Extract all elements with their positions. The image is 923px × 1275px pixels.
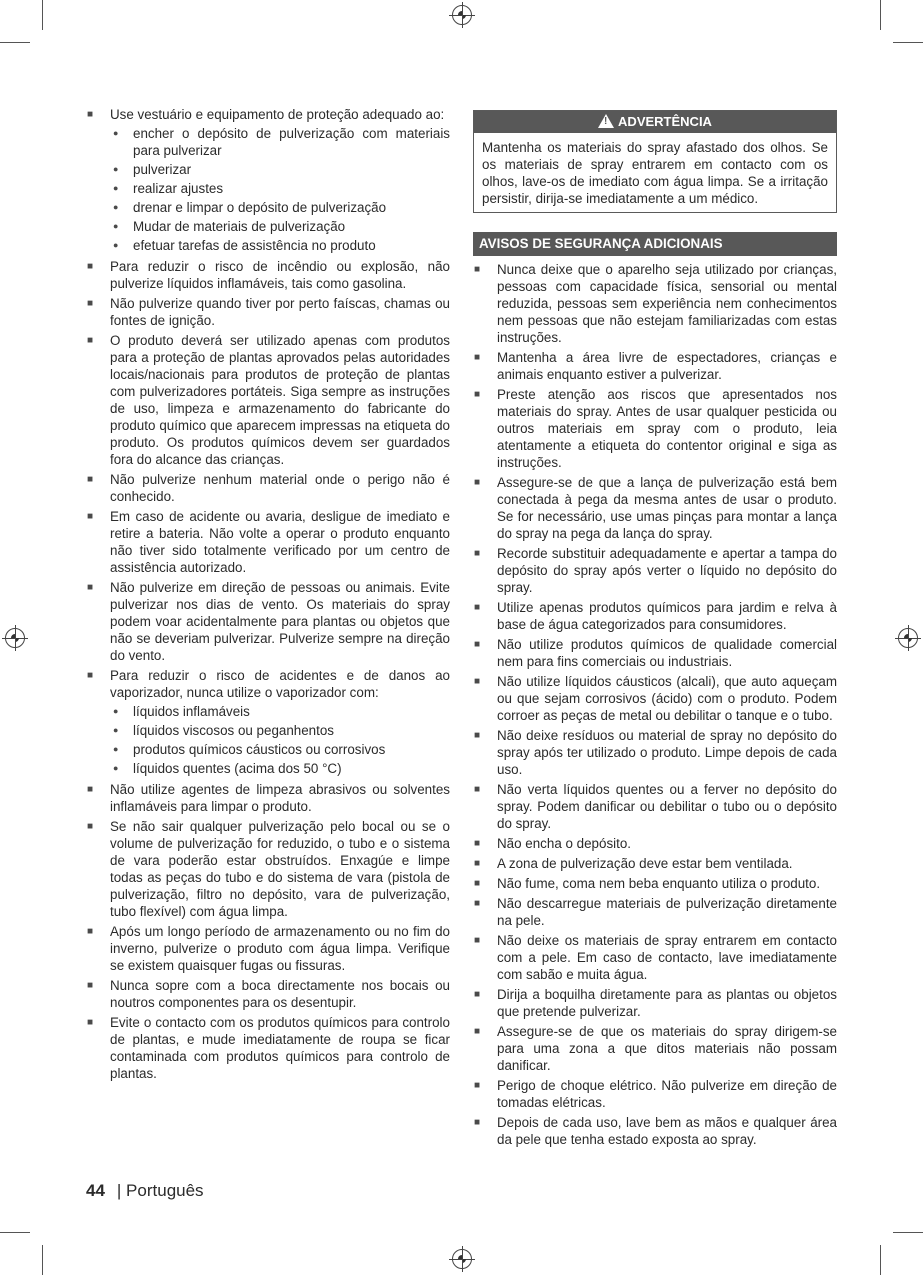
list-item: ■ Nunca sopre com a boca directamente nos bocais ou noutros componentes para os desentupir.: [86, 977, 450, 1011]
list-item: ■ Utilize apenas produtos químicos para jardim e relva à base de água categorizados para consumidores.: [473, 599, 837, 633]
list-item: [86, 667, 450, 777]
crop-mark: [893, 1232, 923, 1233]
list-item: ■ Não fume, coma nem beba enquanto utiliza o produto.: [473, 875, 837, 892]
list-item: ■ Não deixe resíduos ou material de spray no depósito do spray após ter utilizado o produto. Limpe depois de cada uso.: [473, 727, 837, 778]
crop-mark: [880, 1245, 881, 1275]
sub-list-item: ● drenar e limpar o depósito de pulverização: [110, 199, 450, 216]
list-item: ■ O produto deverá ser utilizado apenas com produtos para a proteção de plantas aprovados pelas autoridades locais/nacionais para produtos de proteção de plantas com pulverizadores portáteis. Siga sempre as instruções de uso, limpeza e armazenamento do fabricante do produto químico que aparecem impressas na etiqueta do produto. Os produtos químicos devem ser guardados fora do alcance das crianças.: [86, 332, 450, 468]
list-item: ■ Não encha o depósito.: [473, 835, 837, 852]
list-item: ■ Assegure-se de que a lança de pulverização está bem conectada à pega da mesma antes de usar o produto. Se for necessário, use umas pinças para montar a lança do spray na pega da lança do spray.: [473, 474, 837, 542]
sub-list: [110, 125, 450, 254]
list-item: ■ Não pulverize quando tiver por perto faíscas, chamas ou fontes de ignição.: [86, 295, 450, 329]
list-item: ■ Não pulverize nenhum material onde o perigo não é conhecido.: [86, 471, 450, 505]
list-item: ■ Não utilize agentes de limpeza abrasivos ou solventes inflamáveis para limpar o produto.: [86, 781, 450, 815]
crop-mark: [893, 42, 923, 43]
list-item: [86, 106, 450, 254]
list-item: ■ Preste atenção aos riscos que apresentados nos materiais do spray. Antes de usar qualquer pesticida ou outros materiais em spray com o produto, leia atentamente a etiqueta do contentor original e siga as instruções.: [473, 386, 837, 471]
right-column: [473, 106, 837, 1151]
sub-list-item: ● efetuar tarefas de assistência no produto: [110, 237, 450, 254]
list-item-text: Use vestuário e equipamento de proteção adequado ao:: [110, 107, 445, 122]
crop-mark: [42, 0, 43, 30]
sub-list-item: ● produtos químicos cáusticos ou corrosivos: [110, 741, 450, 758]
registration-mark-icon: [452, 1249, 472, 1269]
registration-mark-icon: [452, 5, 472, 25]
warning-body: Mantenha os materiais do spray afastado dos olhos. Se os materiais de spray entrarem em contacto com os olhos, lave-os de imediato com água limpa. Se a irritação persistir, dirija-se imediatamente a um médico.: [482, 140, 828, 206]
warning-box: [473, 110, 837, 213]
warning-title: ADVERTÊNCIA: [618, 114, 712, 129]
registration-mark-icon: [898, 628, 918, 648]
list-item: ■ A zona de pulverização deve estar bem ventilada.: [473, 855, 837, 872]
list-item: ■ Não descarregue materiais de pulverização diretamente na pele.: [473, 895, 837, 929]
sub-list-item: ● líquidos inflamáveis: [110, 703, 450, 720]
page-number: 44: [86, 1181, 105, 1200]
sub-list-item: ● líquidos quentes (acima dos 50 °C): [110, 760, 450, 777]
list-item: ■ Não verta líquidos quentes ou a ferver no depósito do spray. Podem danificar ou debilitar o tubo ou o depósito do spray.: [473, 781, 837, 832]
footer-language: | Português: [116, 1181, 204, 1200]
sub-list: [110, 703, 450, 777]
sub-list-item: ● líquidos viscosos ou peganhentos: [110, 722, 450, 739]
sub-list-item: ● pulverizar: [110, 161, 450, 178]
page-footer: [86, 1181, 204, 1201]
safety-list-right: [473, 261, 837, 1148]
section-title: AVISOS DE SEGURANÇA ADICIONAIS: [473, 232, 837, 256]
crop-mark: [0, 1232, 30, 1233]
left-column: [86, 106, 450, 1085]
sub-list-item: ● encher o depósito de pulverização com materiais para pulverizar: [110, 125, 450, 159]
list-item: ■ Recorde substituir adequadamente e apertar a tampa do depósito do spray após verter o líquido no depósito do spray.: [473, 545, 837, 596]
crop-mark: [42, 1245, 43, 1275]
list-item: ■ Não utilize produtos químicos de qualidade comercial nem para fins comerciais ou industriais.: [473, 636, 837, 670]
warning-header: [474, 111, 836, 133]
list-item: ■ Mantenha a área livre de espectadores, crianças e animais enquanto estiver a pulverizar.: [473, 349, 837, 383]
list-item: ■ Assegure-se de que os materiais do spray dirigem-se para uma zona a que ditos materiais não possam danificar.: [473, 1023, 837, 1074]
list-item: ■ Em caso de acidente ou avaria, desligue de imediato e retire a bateria. Não volte a operar o produto enquanto não tiver sido totalmente verificado por um centro de assistência autorizado.: [86, 508, 450, 576]
list-item: ■ Se não sair qualquer pulverização pelo bocal ou se o volume de pulverização for reduzido, o tubo e o sistema de vara poderão estar obstruídos. Enxagúe e limpe todas as peças do tubo e do sistema de vara (pistola de pulverização, filtro no depósito, vara de pulverização, tubo flexível) com água limpa.: [86, 818, 450, 920]
registration-mark-icon: [5, 628, 25, 648]
list-item: ■ Após um longo período de armazenamento ou no fim do inverno, pulverize o produto com água limpa. Verifique se existem quaisquer fugas ou fissuras.: [86, 923, 450, 974]
list-item: ■ Para reduzir o risco de incêndio ou explosão, não pulverize líquidos inflamáveis, tais como gasolina.: [86, 258, 450, 292]
crop-mark: [880, 0, 881, 30]
sub-list-item: ● Mudar de materiais de pulverização: [110, 218, 450, 235]
sub-list-item: ● realizar ajustes: [110, 180, 450, 197]
list-item: ■ Depois de cada uso, lave bem as mãos e qualquer área da pele que tenha estado exposta ao spray.: [473, 1114, 837, 1148]
list-item: ■ Não pulverize em direção de pessoas ou animais. Evite pulverizar nos dias de vento. Os materiais do spray podem voar acidentalmente para plantas ou objetos que não se deveriam pulverizar. Pulverize sempre na direção do vento.: [86, 579, 450, 664]
list-item: ■ Não deixe os materiais de spray entrarem em contacto com a pele. Em caso de contacto, lave imediatamente com sabão e muita água.: [473, 932, 837, 983]
list-item: ■ Evite o contacto com os produtos químicos para controlo de plantas, e mude imediatamente de roupa se ficar contaminada com produtos químicos para controlo de plantas.: [86, 1014, 450, 1082]
list-item: ■ Nunca deixe que o aparelho seja utilizado por crianças, pessoas com capacidade física, sensorial ou mental reduzida, pessoas sem experiência nem conhecimentos nem pessoas que não estejam familiarizadas com estas instruções.: [473, 261, 837, 346]
list-item: ■ Perigo de choque elétrico. Não pulverize em direção de tomadas elétricas.: [473, 1077, 837, 1111]
safety-list-left: [86, 106, 450, 1082]
warning-triangle-icon: !: [598, 114, 614, 128]
list-item: ■ Dirija a boquilha diretamente para as plantas ou objetos que pretende pulverizar.: [473, 986, 837, 1020]
list-item-text: Para reduzir o risco de acidentes e de danos ao vaporizador, nunca utilize o vaporizador com:: [110, 668, 450, 700]
crop-mark: [0, 42, 30, 43]
list-item: ■ Não utilize líquidos cáusticos (alcali), que auto aqueçam ou que sejam corrosivos (ácido) com o produto. Podem corroer as peças de metal ou debilitar o tanque e o tubo.: [473, 673, 837, 724]
